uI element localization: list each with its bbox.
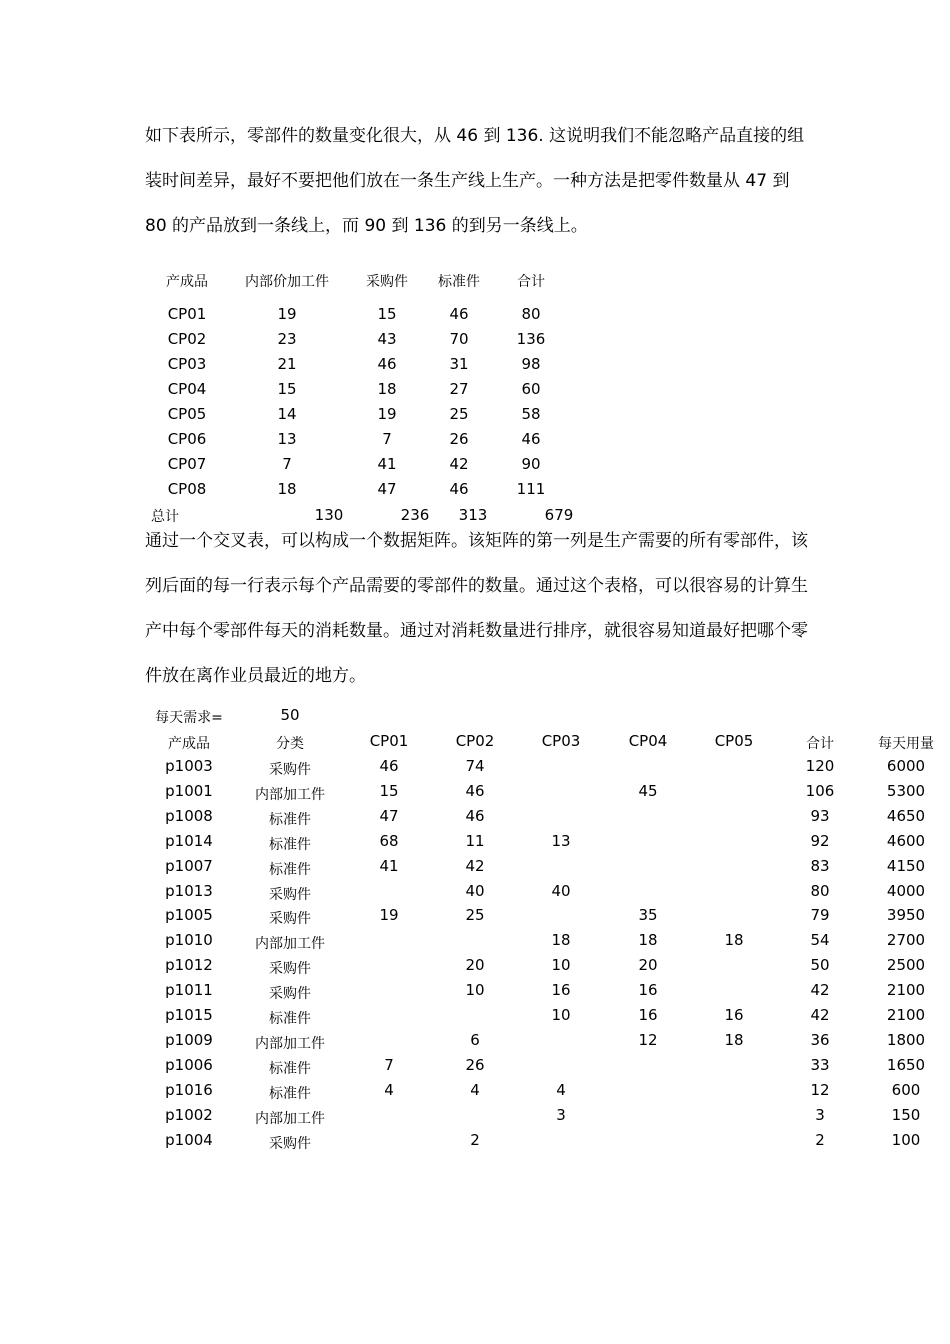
table1-total-label: 总计	[151, 509, 179, 525]
table2-cell: 18	[551, 931, 571, 950]
table2-cell: p1003	[165, 757, 213, 775]
category-cell: 内部加工件	[255, 786, 325, 803]
table1-cell: 19	[377, 405, 397, 423]
table2-cell: 42	[810, 1006, 830, 1024]
table2-cell: p1001	[165, 781, 213, 800]
table2-header-cell: 合计	[806, 736, 834, 752]
table2-cell: 1800	[886, 1030, 926, 1049]
table2-cell: 46	[379, 757, 399, 775]
table2-cell: 46	[465, 806, 485, 825]
table1-cell: CP08	[167, 480, 207, 498]
table1-cell: 19	[277, 305, 297, 323]
table1-total-cell: 236	[400, 506, 430, 524]
table1-cell: CP04	[167, 380, 207, 398]
category-cell: 标准件	[269, 1085, 311, 1102]
table2-cell: 54	[810, 931, 830, 950]
table1-cell: CP07	[167, 455, 207, 473]
category-cell: 采购件	[269, 986, 311, 1003]
table2-cell: 19	[379, 906, 399, 925]
table2-cell: 16	[551, 981, 571, 1000]
table2-cell: 106	[805, 781, 835, 800]
table1-cell: 41	[377, 455, 397, 473]
table2-cell: p1013	[165, 881, 213, 900]
table1-cell: CP05	[167, 405, 207, 423]
table2-cell: 13	[551, 831, 571, 850]
matrix-paragraph: 通过一个交叉表，可以构成一个数据矩阵。该矩阵的第一列是生产需要的所有零部件，该列后面的每一行表示每个产品需要的零部件的数量。通过这个表格，可以很容易的计算生产中每个零部件每天的消耗数量。通过对消耗数量进行排序，就很容易知道最好把哪个零件放在离作业员最近的地方。	[145, 531, 808, 686]
table2-cell: 35	[638, 906, 658, 925]
table1-header-cell: 产成品	[166, 274, 208, 290]
table1-header-cell: 合计	[517, 274, 545, 290]
table2-cell: 2100	[886, 981, 926, 1000]
category-cell: 采购件	[269, 1135, 311, 1152]
table2-cell: 4600	[886, 831, 926, 850]
table2-cell: 4650	[886, 806, 926, 825]
table1-cell: 46	[449, 305, 469, 323]
table2-cell: 40	[551, 881, 571, 900]
table1-cell: CP01	[167, 305, 207, 323]
table2-header-cell: CP01	[369, 732, 409, 750]
table2-cell: p1009	[165, 1030, 213, 1049]
table2-cell: 18	[638, 931, 658, 950]
table2-cell: 74	[465, 757, 485, 775]
category-cell: 标准件	[269, 1060, 311, 1077]
table1-cell: 13	[277, 430, 297, 448]
table2-cell: 4000	[886, 881, 926, 900]
table2-cell: 2500	[886, 956, 926, 975]
table2-cell: 50	[810, 956, 830, 975]
table2-cell: 26	[465, 1055, 485, 1074]
table2-cell: 25	[465, 906, 485, 925]
table1-cell: 18	[277, 480, 297, 498]
table1-cell: 7	[282, 455, 292, 473]
table2-cell: p1015	[165, 1006, 213, 1024]
table2-cell: 2	[470, 1130, 480, 1149]
table2-cell: 6000	[886, 757, 926, 775]
table2-cell: 83	[810, 856, 830, 875]
table2-cell: 79	[810, 906, 830, 925]
table2-cell: p1004	[165, 1130, 213, 1149]
table1-cell: 23	[277, 330, 297, 348]
table2-cell: 20	[638, 956, 658, 975]
table1-header-cell: 内部价加工件	[245, 274, 329, 290]
table2-cell: 4	[384, 1080, 394, 1099]
table2-cell: 18	[724, 1030, 744, 1049]
table2-cell: 150	[891, 1105, 921, 1124]
table2-cell: p1016	[165, 1080, 213, 1099]
category-cell: 标准件	[269, 861, 311, 878]
table2-cell: 600	[891, 1080, 921, 1099]
category-cell: 内部加工件	[255, 936, 325, 953]
table2-header-cell: 分类	[276, 736, 304, 752]
table1-cell: 42	[449, 455, 469, 473]
table1-cell: 60	[521, 380, 541, 398]
category-cell: 标准件	[269, 811, 311, 828]
category-cell: 标准件	[269, 836, 311, 853]
table2-cell: 2	[815, 1130, 825, 1149]
table2-cell: p1006	[165, 1055, 213, 1074]
table2-cell: p1011	[165, 981, 213, 1000]
table2-cell: 42	[810, 981, 830, 1000]
table2-cell: 40	[465, 881, 485, 900]
table2-cell: p1005	[165, 906, 213, 925]
table2-cell: 4	[470, 1080, 480, 1099]
table2-cell: 10	[551, 1006, 571, 1024]
table2-cell: 11	[465, 831, 485, 850]
table2-cell: 10	[551, 956, 571, 975]
table1-cell: 21	[277, 355, 297, 373]
table2-header-cell: CP05	[714, 732, 754, 750]
table2-cell: 93	[810, 806, 830, 825]
table2-cell: 15	[379, 781, 399, 800]
table2-cell: 120	[805, 757, 835, 775]
demand-label: 每天需求=	[155, 710, 223, 726]
table2-cell: 4	[556, 1080, 566, 1099]
table1-cell: 15	[277, 380, 297, 398]
table2-cell: 41	[379, 856, 399, 875]
category-cell: 标准件	[269, 1011, 311, 1027]
table2-cell: 68	[379, 831, 399, 850]
table1-cell: 46	[377, 355, 397, 373]
table1-header-cell: 标准件	[438, 274, 480, 290]
category-cell: 采购件	[269, 886, 311, 903]
table1-cell: 43	[377, 330, 397, 348]
table1-cell: 14	[277, 405, 297, 423]
table1-cell: 26	[449, 430, 469, 448]
table1-cell: 46	[521, 430, 541, 448]
intro-paragraph: 如下表所示，零部件的数量变化很大，从 46 到 136. 这说明我们不能忽略产品直接的组装时间差异，最好不要把他们放在一条生产线上生产。一种方法是把零件数量从 47 到 80 的产品放到一条线上，而 90 到 136 的到另一条线上。	[145, 126, 805, 236]
table2-cell: 45	[638, 781, 658, 800]
table1-cell: CP02	[167, 330, 207, 348]
table2-cell: p1010	[165, 931, 213, 950]
table2-cell: 1650	[886, 1055, 926, 1074]
table2-cell: 80	[810, 881, 830, 900]
table1-cell: 80	[521, 305, 541, 323]
table2-cell: 3	[556, 1105, 566, 1124]
table2-cell: 7	[384, 1055, 394, 1074]
table2-header-cell: CP03	[541, 732, 581, 750]
table2-cell: 92	[810, 831, 830, 850]
table2-cell: p1002	[165, 1105, 213, 1124]
table2-cell: p1007	[165, 856, 213, 875]
table2-cell: 2100	[886, 1006, 926, 1024]
table1-cell: 31	[449, 355, 469, 373]
table1-cell: 15	[377, 305, 397, 323]
table2-cell: 100	[891, 1130, 921, 1149]
category-cell: 采购件	[269, 961, 311, 978]
table1-cell: 90	[521, 455, 541, 473]
table2-cell: 2700	[886, 931, 926, 950]
table1-cell: 25	[449, 405, 469, 423]
table1-cell: CP03	[167, 355, 207, 373]
table1-cell: CP06	[167, 430, 207, 448]
table1-cell: 18	[377, 380, 397, 398]
table1-cell: 58	[521, 405, 541, 423]
table1-cell: 98	[521, 355, 541, 373]
table2-cell: 4150	[886, 856, 926, 875]
table2-cell: 16	[638, 1006, 658, 1024]
table1-cell: 136	[516, 330, 546, 348]
table2-cell: 12	[810, 1080, 830, 1099]
table2-cell: 46	[465, 781, 485, 800]
table2-cell: 3950	[886, 906, 926, 925]
table1-total-cell: 679	[544, 506, 574, 524]
table2-cell: 10	[465, 981, 485, 1000]
table1-cell: 27	[449, 380, 469, 398]
table1-cell: 46	[449, 480, 469, 498]
table1-cell: 7	[382, 430, 392, 448]
table1-total-cell: 130	[314, 506, 344, 524]
table1-cell: 111	[516, 480, 546, 498]
table2-cell: 42	[465, 856, 485, 875]
table2-cell: 16	[724, 1006, 744, 1024]
category-cell: 采购件	[269, 762, 311, 778]
table2-cell: 16	[638, 981, 658, 1000]
table1-cell: 47	[377, 480, 397, 498]
table2-cell: p1012	[165, 956, 213, 975]
table2-header-cell: 产成品	[168, 736, 210, 752]
table2-cell: 3	[815, 1105, 825, 1124]
category-cell: 采购件	[269, 911, 311, 928]
table1-header-cell: 采购件	[366, 274, 408, 290]
table2-cell: 36	[810, 1030, 830, 1049]
table2-cell: 18	[724, 931, 744, 950]
table1-cell: 70	[449, 330, 469, 348]
table2-header-cell: CP04	[628, 732, 668, 750]
table2-cell: 20	[465, 956, 485, 975]
table2-cell: p1008	[165, 806, 213, 825]
category-cell: 内部加工件	[255, 1035, 325, 1052]
table2-cell: 12	[638, 1030, 658, 1049]
category-cell: 内部加工件	[255, 1110, 325, 1127]
table2-header-cell: 每天用量	[878, 736, 934, 752]
table2-cell: 6	[470, 1030, 480, 1049]
table2-header-cell: CP02	[455, 732, 495, 750]
table2-cell: 47	[379, 806, 399, 825]
demand-value: 50	[280, 706, 300, 724]
table1-total-cell: 313	[458, 506, 488, 524]
table2-cell: 5300	[886, 781, 926, 800]
table2-cell: 33	[810, 1055, 830, 1074]
table2-cell: p1014	[165, 831, 213, 850]
